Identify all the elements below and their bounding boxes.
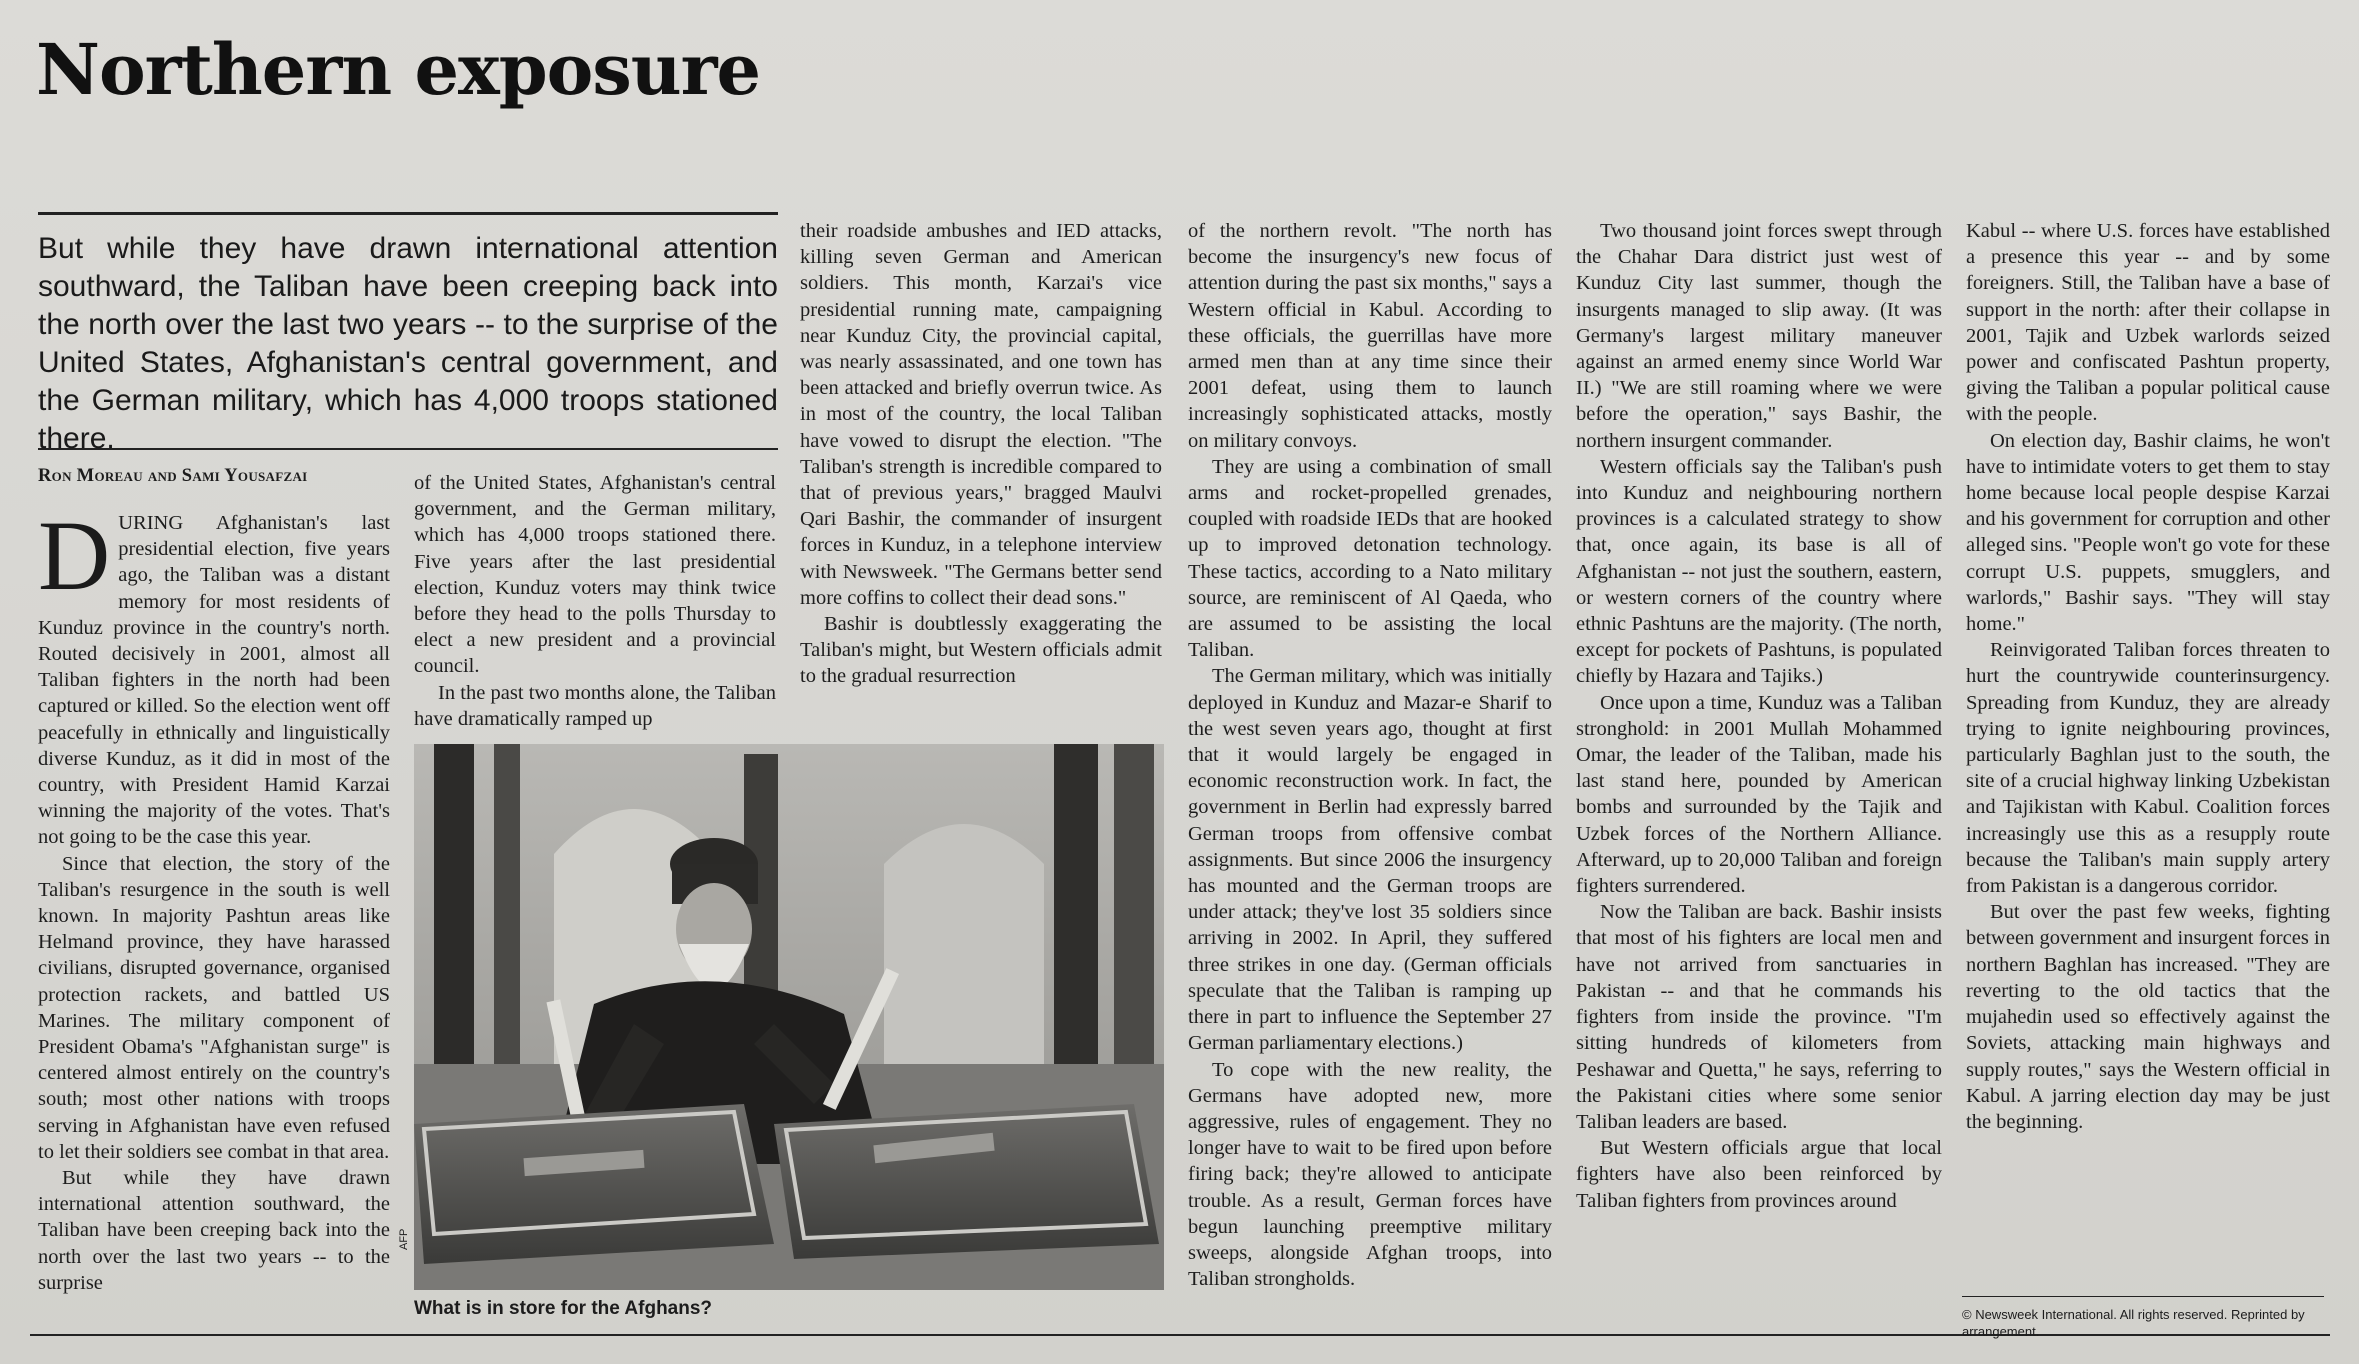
- copyright-note: © Newsweek International. All rights reserved. Reprinted by arrangement.: [1962, 1307, 2305, 1339]
- paragraph: They are using a combination of small arms and rocket-propelled grenades, coupled with roadside IEDs that are hooked up to improved detonation technology. These tactics, according to a Nato military source, are reminiscent of Al Qaeda, who are assumed to be assisting the local Taliban.: [1188, 455, 1552, 662]
- paragraph: Kabul -- where U.S. forces have established a presence this year -- and by some foreigners. Still, the Taliban have a base of support in the north: after their collapse in 2001, Tajik and Uzbek warlords seized power and confiscated Pashtun property, giving the Taliban a popular political cause with the people.: [1966, 220, 2330, 426]
- photo-credit: AFP: [398, 1228, 410, 1250]
- deck-top-rule: [38, 212, 778, 215]
- lead-paragraph: [38, 500, 390, 851]
- news-photo: [414, 744, 1164, 1290]
- paragraph: In the past two months alone, the Taliban have dramatically ramped up: [414, 681, 776, 730]
- paragraph: Now the Taliban are back. Bashir insists that most of his fighters are local men and have not arrived from sanctuaries in Pakistan -- and that he commands his fighters from inside the province. "I'm sitting hundreds of kilometers from Peshawar and Quetta," he says, referring to the Pakistani cities where some senior Taliban leaders are based.: [1576, 901, 1942, 1133]
- paragraph: Once upon a time, Kunduz was a Taliban stronghold: in 2001 Mullah Mohammed Omar, the leader of the Taliban, made his last stand here, pounded by American bombs and surrounded by the Tajik and Uzbek forces of the Northern Alliance. Afterward, up to 20,000 Taliban and foreign fighters surrendered.: [1576, 691, 1942, 898]
- paragraph: Western officials say the Taliban's push into Kunduz and neighbouring northern provinces is a calculated strategy to show that, once again, its base is all of Afghanistan -- not just the southern, eastern, or western corners of the country where ethnic Pashtuns are the majority. (The north, except for pockets of Pashtuns, is populated chiefly by Hazara and Tajiks.): [1576, 455, 1942, 688]
- column-2: [414, 470, 776, 735]
- column-1: [38, 500, 390, 1300]
- paragraph: Reinvigorated Taliban forces threaten to hurt the countrywide counterinsurgency. Spreading from Kunduz, they are already trying to ignite neighbouring provinces, particularly Baghlan just to the south, the site of a crucial highway linking Uzbekistan and Tajikistan with Kabul. Coalition forces increasingly use this as a resupply route because the Taliban's main supply artery from Pakistan is a dangerous corridor.: [1966, 639, 2330, 898]
- paragraph: On election day, Bashir claims, he won't have to intimidate voters to get them to stay home because local people despise Karzai and his government for corruption and other alleged sins. "People won't go vote for these corrupt U.S. puppets, smugglers, and warlords," Bashir says. "They will stay home.": [1966, 429, 2330, 636]
- paragraph: The German military, which was initially deployed in Kunduz and Mazar-e Sharif to the west seven years ago, thought at first that it would largely be engaged in economic reconstruction work. In fact, the government in Berlin had expressly barred German troops from offensive combat assignments. But since 2006 the insurgency has mounted and the German troops are under attack; they've lost 35 soldiers since arriving in 2002. In April, they suffered three strikes in one day. (German officials speculate that the Taliban is ramping up there in part to influence the September 27 German parliamentary elections.): [1188, 665, 1552, 1055]
- paragraph: their roadside ambushes and IED attacks, killing seven German and American soldiers. This month, Karzai's vice presidential running mate, campaigning near Kunduz City, the provincial capital, was nearly assassinated, and one town has been attacked and briefly overrun twice. As in most of the country, the local Taliban have vowed to disrupt the election. "The Taliban's strength is incredible compared to that of previous years," bragged Maulvi Qari Bashir, the commander of insurgent forces in Kunduz, in a telephone interview with Newsweek. "The Germans better send more coffins to collect their dead sons.": [800, 220, 1162, 609]
- paragraph: But Western officials argue that local fighters have also been reinforced by Taliban fighters from provinces around: [1576, 1137, 1942, 1212]
- photo-caption: What is in store for the Afghans?: [414, 1298, 713, 1319]
- paragraph: of the United States, Afghanistan's central government, and the German military, which has 4,000 troops stationed there. Five years after the last presidential election, Kunduz voters may think twice before they head to the polls Thursday to elect a new president and a provincial council.: [414, 472, 776, 678]
- column-3: [800, 218, 1162, 738]
- paragraph: Since that election, the story of the Taliban's resurgence in the south is well known. In majority Pashtun areas like Helmand province, they have harassed civilians, disrupted governance, organised protection rackets, and battled US Marines. The military component of President Obama's "Afghanistan surge" is centered almost entirely on the country's south; most other nations with troops serving in Afghanistan have even refused to let their soldiers see combat in that area.: [38, 852, 390, 1163]
- drop-cap: D: [38, 500, 111, 611]
- headline: Northern exposure: [36, 28, 761, 111]
- paragraph: Two thousand joint forces swept through the Chahar Dara district just west of Kunduz City last summer, though the insurgents managed to slip away. (It was Germany's largest military maneuver against an armed enemy since World War II.) "We are still roaming where we were before the operation," says Bashir, the northern insurgent commander.: [1576, 220, 1942, 452]
- column-4: [1188, 218, 1552, 1338]
- paragraph: To cope with the new reality, the Germans have adopted new, more aggressive, rules of engagement. They no longer have to wait to be fired upon before firing back; they're allowed to anticipate trouble. As a result, German forces have begun launching preemptive military sweeps, alongside Afghan troops, into Taliban strongholds.: [1188, 1058, 1552, 1291]
- byline: Ron Moreau and Sami Yousafzai: [38, 466, 308, 486]
- column-6: [1966, 218, 2330, 1288]
- paragraph: But while they have drawn international attention southward, the Taliban have been creeping back into the north over the last two years -- to the surprise: [38, 1167, 390, 1294]
- photo-illustration: [414, 744, 1164, 1290]
- paragraph: But over the past few weeks, fighting between government and insurgent forces in northern Baghlan has increased. "They are reverting to the old tactics that the mujahedin used so effectively against the Soviets, attacking main highways and supply routes," says the Western official in Kabul. A jarring election day may be just the beginning.: [1966, 901, 2330, 1133]
- deck-text: But while they have drawn international attention southward, the Taliban have been creeping back into the north over the last two years -- to the surprise of the United States, Afghanistan's central government, and the German military, which has 4,000 troops stationed there.: [38, 232, 778, 455]
- paragraph: of the northern revolt. "The north has become the insurgency's new focus of attention during the past six months," says a Western official in Kabul. According to these officials, the guerrillas have more armed men than at any time since their 2001 defeat, using them to launch increasingly sophisticated attacks, mostly on military convoys.: [1188, 220, 1552, 452]
- lead-text: URING Afghanistan's last presidential election, five years ago, the Taliban was a distant memory for most residents of Kunduz province in the country's north. Routed decisively in 2001, almost all Taliban fighters in the north had been captured or killed. So the election went off peacefully in ethnically and linguistically diverse Kunduz, as it did in most of the country, with President Hamid Karzai winning the majority of the votes. That's not going to be the case this year.: [38, 512, 390, 849]
- copyright-rule: [1962, 1296, 2324, 1297]
- paragraph: Bashir is doubtlessly exaggerating the Taliban's might, but Western officials admit to the gradual resurrection: [800, 613, 1162, 688]
- column-5: [1576, 218, 1942, 1338]
